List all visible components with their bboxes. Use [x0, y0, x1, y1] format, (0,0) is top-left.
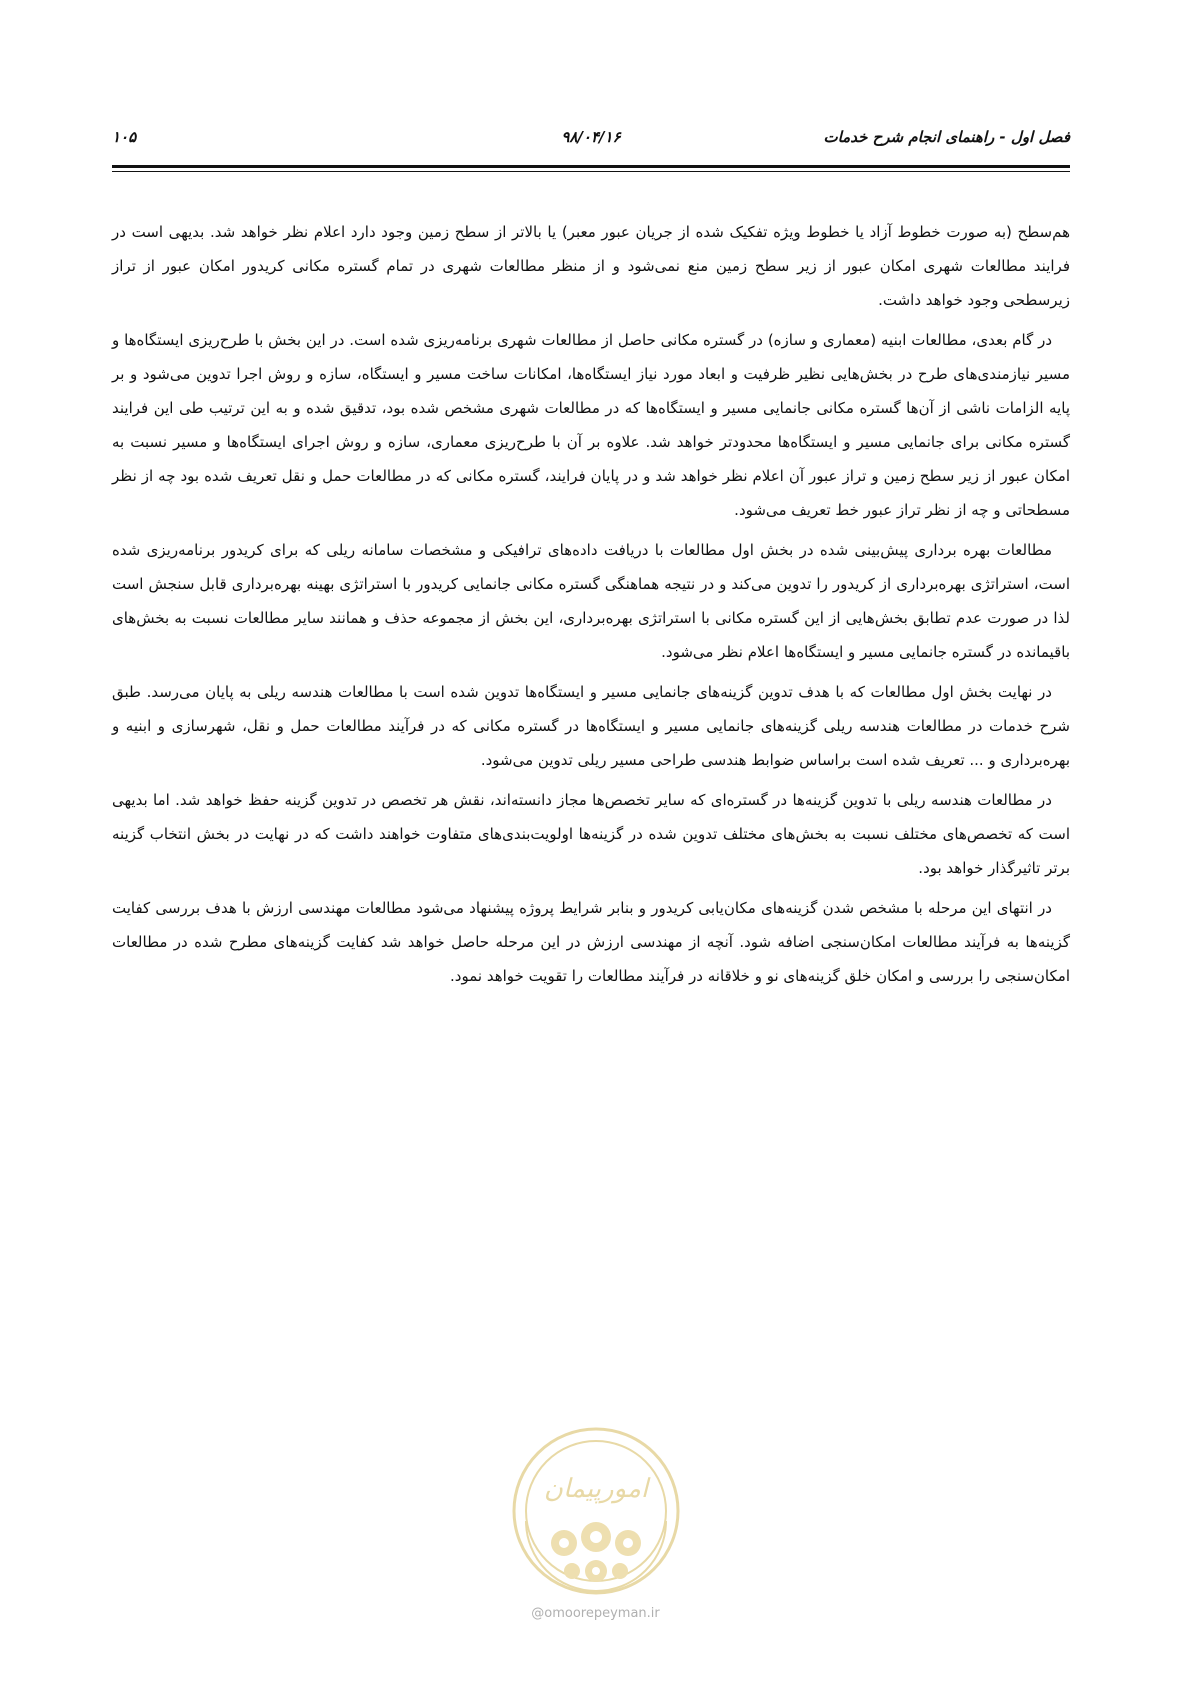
page-header [112, 128, 1070, 154]
header-rule-thin [112, 171, 1070, 172]
paragraph-6: در انتهای این مرحله با مشخص شدن گزینه‌های مکان‌یابی کریدور و بنابر شرایط پروژه پیشنهاد می‌شود مطالعات مهندسی ارزش با هدف بررسی کفایت گزینه‌ها به فرآیند مطالعات امکان‌سنجی اضافه شود. آنچه از مهندسی ارزش در این مرحله حاصل خواهد شد کفایت گزینه‌های مطرح شده در مطالعات امکان‌سنجی را بررسی و امکان خلق گزینه‌های نو و خلاقانه در فرآیند مطالعات را تقویت خواهد نمود. [112, 899, 1070, 985]
paragraph-1: هم‌سطح (به صورت خطوط آزاد یا خطوط ویژه تفکیک شده از جریان عبور معبر) یا بالاتر از سطح زمین وجود دارد اعلام نظر خواهد شد. بدیهی است در فرایند مطالعات شهری امکان عبور از زیر سطح زمین منع نمی‌شود و از منظر مطالعات شهری در تمام گستره مکانی کریدور امکان عبور از تراز زیرسطحی وجود خواهد داشت. [112, 223, 1070, 309]
watermark: @omoorepeyman.ir [531, 1606, 660, 1621]
seal-logo [510, 1425, 682, 1597]
header-rule-thick [112, 165, 1070, 168]
header-date: ۹۸/۰۴/۱۶ [561, 128, 621, 146]
body-text [112, 215, 1070, 999]
paragraph-2: در گام بعدی، مطالعات ابنیه (معماری و سازه) در گستره مکانی حاصل از مطالعات شهری برنامه‌ریزی شده است. در این بخش با طرح‌ریزی ایستگاه‌ها و مسیر نیازمندی‌های طرح در بخش‌هایی نظیر ظرفیت و ابعاد مورد نیاز ایستگاه‌ها، امکانات ساخت مسیر و ایستگاه، سازه و روش اجرا تدوین می‌شود و بر پایه الزامات ناشی از آن‌ها گستره مکانی جانمایی مسیر و ایستگاه‌ها که در مطالعات شهری مشخص شده بود، تدقیق شده و به این ترتیب طی این فرایند گستره مکانی برای جانمایی مسیر و ایستگاه‌ها محدودتر خواهد شد. علاوه بر آن با طرح‌ریزی معماری، سازه و روش اجرای ایستگاه‌ها و مسیر نسبت به امکان عبور از زیر سطح زمین و تراز عبور آن اعلام نظر خواهد شد و در پایان فرایند، گستره مکانی که در مطالعات حمل و نقل تعریف شده بود چه از نظر مسطحاتی و چه از نظر تراز عبور خط تعریف می‌شود. [112, 331, 1070, 519]
paragraph-3: مطالعات بهره برداری پیش‌بینی شده در بخش اول مطالعات با دریافت داده‌های ترافیکی و مشخصات سامانه ریلی که برای کریدور برنامه‌ریزی شده است، استراتژی بهره‌برداری از کریدور را تدوین می‌کند و در نتیجه هماهنگی گستره مکانی جانمایی کریدور با استراتژی بهینه بهره‌برداری قابل سنجش است لذا در صورت عدم تطابق بخش‌هایی از این گستره مکانی با استراتژی بهره‌برداری، این بخش از مجموعه حذف و همانند سایر مطالعات نسبت به بخش‌های باقیمانده در گستره جانمایی مسیر و ایستگاه‌ها اعلام نظر می‌شود. [112, 541, 1070, 661]
paragraph-5: در مطالعات هندسه ریلی با تدوین گزینه‌ها در گستره‌ای که سایر تخصص‌ها مجاز دانسته‌اند، نقش هر تخصص در تدوین گزینه حفظ خواهد شد. اما بدیهی است که تخصص‌های مختلف نسبت به بخش‌های مختلف تدوین شده در گزینه‌ها اولویت‌بندی‌های متفاوت خواهند داشت که در نهایت در بخش انتخاب گزینه برتر تاثیرگذار خواهد بود. [112, 791, 1070, 877]
chapter-title: فصل اول - راهنمای انجام شرح خدمات [823, 128, 1070, 146]
seal-inner-text: امورپیمان [543, 1474, 649, 1504]
page-number: ۱۰۵ [112, 128, 137, 146]
paragraph-4: در نهایت بخش اول مطالعات که با هدف تدوین گزینه‌های جانمایی مسیر و ایستگاه‌ها تدوین شده است با مطالعات هندسه ریلی به پایان می‌رسد. طبق شرح خدمات در مطالعات هندسه ریلی گزینه‌های جانمایی مسیر و ایستگاه‌ها در گستره مکانی که در فرآیند مطالعات حمل و نقل، شهرسازی و ابنیه و بهره‌برداری و ... تعریف شده است براساس ضوابط هندسی طراحی مسیر ریلی تدوین می‌شود. [112, 683, 1070, 769]
